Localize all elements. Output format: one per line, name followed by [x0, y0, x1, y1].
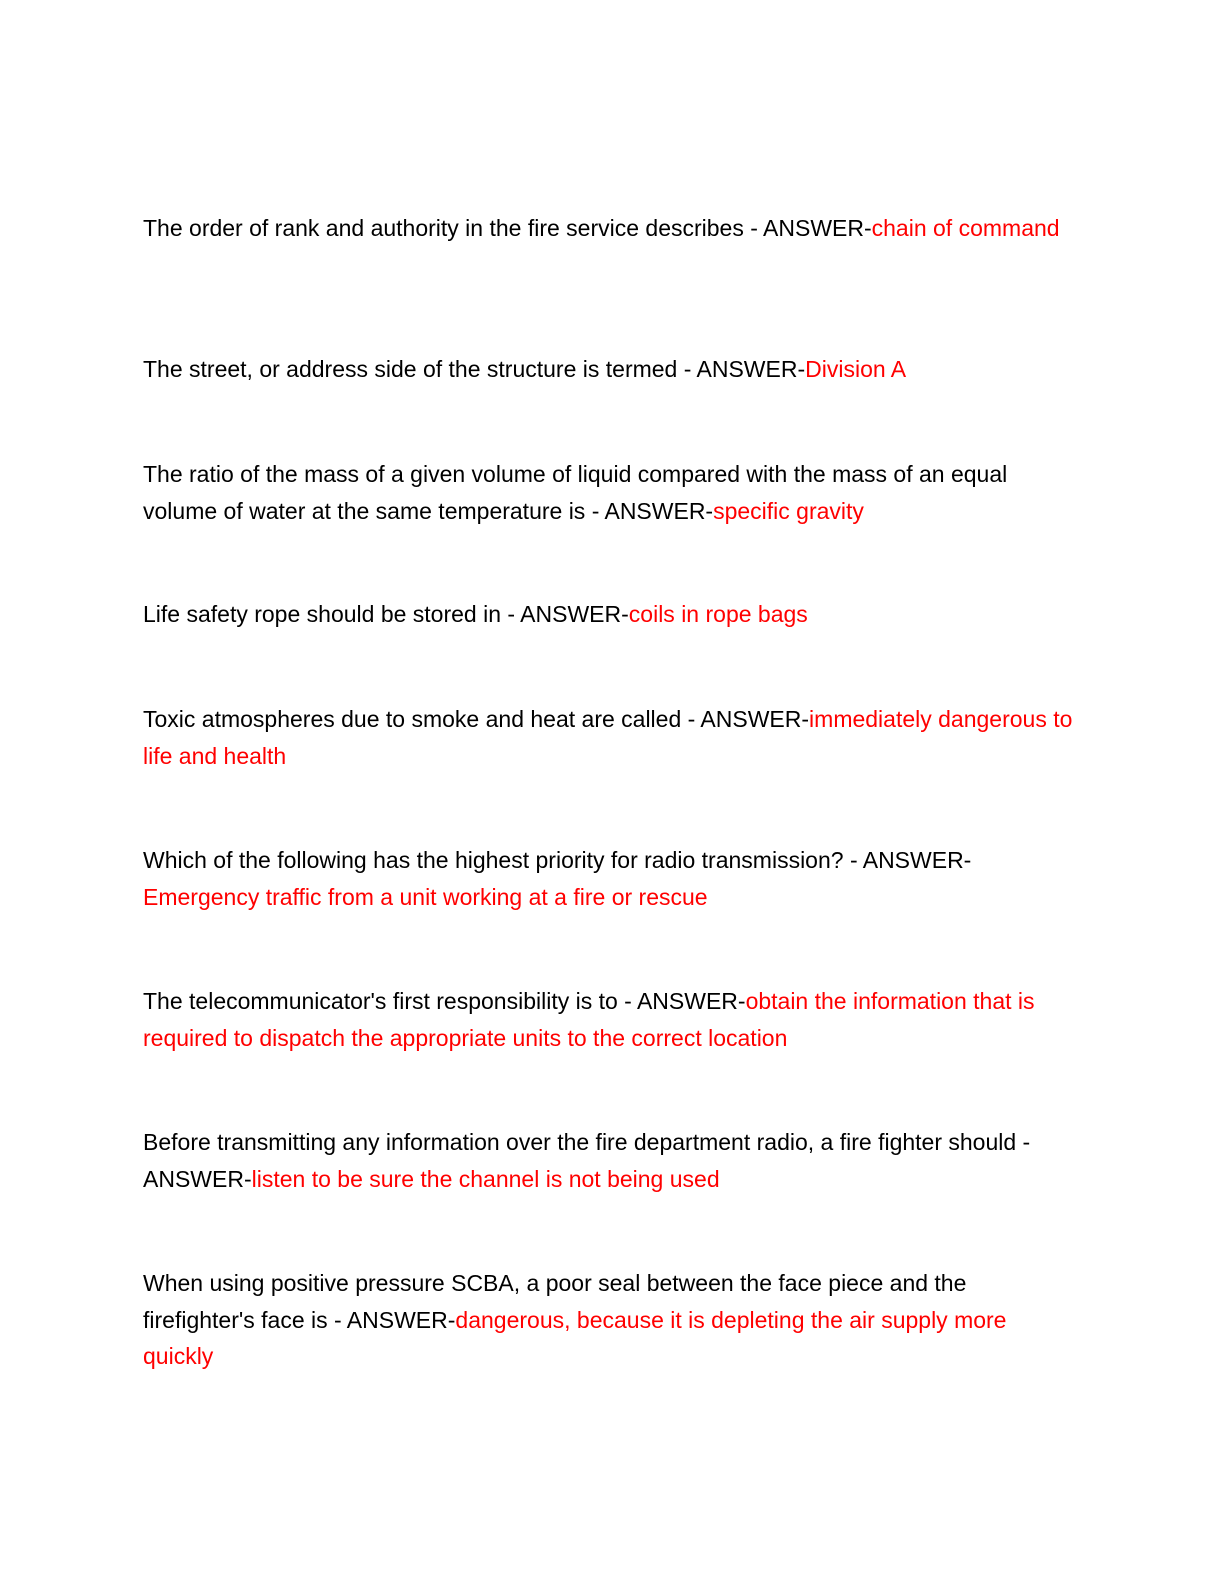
- qa-item: [143, 983, 1078, 1056]
- answer-text: Division A: [805, 356, 907, 382]
- question-text: When using positive pressure SCBA, a poor seal between the face piece and the firefighter's face is - ANSWER-: [143, 1270, 967, 1333]
- answer-text: dangerous, because it is depleting the air supply more quickly: [143, 1306, 1007, 1369]
- answer-text: chain of command: [871, 215, 1060, 241]
- answer-text: listen to be sure the channel is not being used: [251, 1165, 720, 1192]
- answer-text: obtain the information that is required to dispatch the appropriate units to the correct location: [143, 988, 1035, 1051]
- question-text: Which of the following has the highest priority for radio transmission? - ANSWER-: [143, 847, 972, 873]
- question-text: Before transmitting any information over the fire department radio, a fire fighter should - ANSWER-: [143, 1129, 1031, 1192]
- qa-item: [143, 842, 1078, 915]
- question-text: The ratio of the mass of a given volume of liquid compared with the mass of an equal volume of water at the same temperature is - ANSWER-: [143, 461, 1008, 524]
- question-text: The telecommunicator's first responsibility is to - ANSWER-: [143, 988, 746, 1014]
- question-text: The order of rank and authority in the fire service describes - ANSWER-: [143, 215, 872, 241]
- qa-item: [143, 210, 1078, 247]
- qa-item: [143, 456, 1078, 529]
- question-text: The street, or address side of the structure is termed - ANSWER-: [143, 356, 806, 382]
- answer-text: coils in rope bags: [628, 601, 808, 627]
- answer-text: Emergency traffic from a unit working at a fire or rescue: [143, 883, 708, 910]
- question-text: Life safety rope should be stored in - ANSWER-: [143, 601, 629, 627]
- qa-item: [143, 701, 1078, 774]
- qa-item: [143, 351, 1078, 388]
- question-text: Toxic atmospheres due to smoke and heat are called - ANSWER-: [143, 706, 810, 732]
- answer-text: immediately dangerous to life and health: [143, 706, 1073, 769]
- answer-text: specific gravity: [713, 497, 864, 524]
- qa-item: [143, 596, 1078, 633]
- qa-item: [143, 1265, 1078, 1375]
- qa-item: [143, 1124, 1078, 1197]
